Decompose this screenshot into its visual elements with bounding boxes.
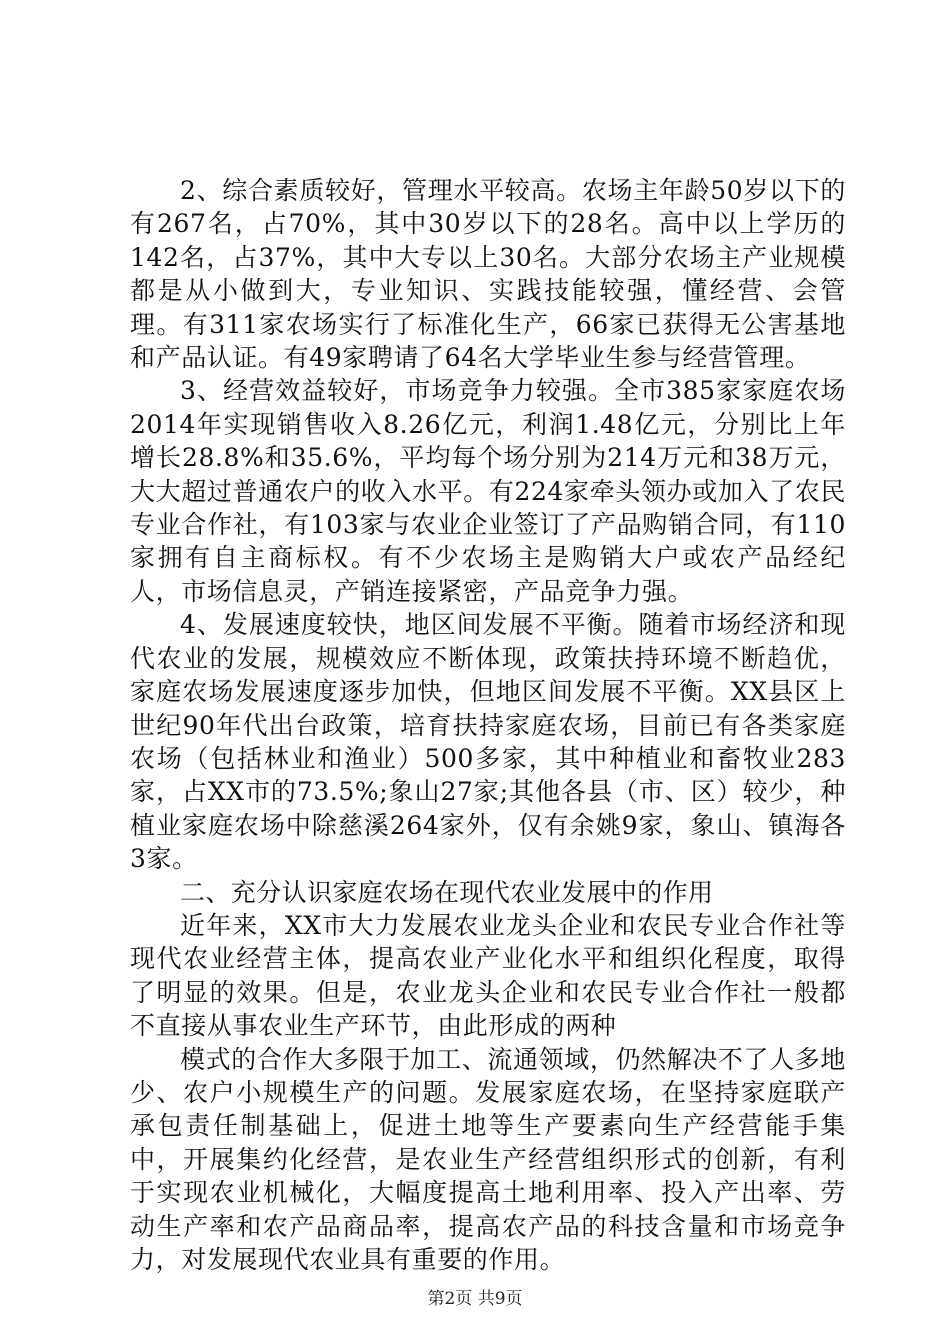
paragraph-economic-benefit: 3、经营效益较好，市场竞争力较强。全市385家家庭农场2014年实现销售收入8.26亿元，利润1.48亿元，分别比上年增长28.8%和35.6%，平均每个场分别为214万元和38万元，大大超过普通农户的收入水平。有224家牵头领办或加入了农民专业合作社，有103家与农业企业签订了产品购销合同，有110家拥有自主商标权。有不少农场主是购销大户或农产品经纪人，市场信息灵，产销连接紧密，产品竞争力强。 [130,376,846,606]
section-heading: 二、充分认识家庭农场在现代农业发展中的作用 [180,877,714,907]
document-body [130,174,846,1276]
paragraph-development-speed: 4、发展速度较快，地区间发展不平衡。随着市场经济和现代农业的发展，规模效应不断体现，政策扶持环境不断趋优，家庭农场发展速度逐步加快，但地区间发展不平衡。XX县区上世纪90年代出台政策，培育扶持家庭农场，目前已有各类家庭农场（包括林业和渔业）500多家，其中种植业和畜牧业283家，占XX市的73.5%;象山27家;其他各县（市、区）较少，种植业家庭农场中除慈溪264家外，仅有余姚9家，象山、镇海各3家。 [130,610,846,874]
paragraph-recent-years: 近年来，XX市大力发展农业龙头企业和农民专业合作社等现代农业经营主体，提高农业产业化水平和组织化程度，取得了明显的效果。但是，农业龙头企业和农民专业合作社一般都不直接从事农业生产环节，由此形成的两种 [130,910,846,1041]
paragraph-overall-quality: 2、综合素质较好，管理水平较高。农场主年龄50岁以下的有267名，占70%，其中30岁以下的28名。高中以上学历的142名，占37%，其中大专以上30名。大部分农场主产业规模都是从小做到大，专业知识、实践技能较强，懂经营、会管理。有311家农场实行了标准化生产，66家已获得无公害基地和产品认证。有49家聘请了64名大学毕业生参与经营管理。 [130,176,846,373]
paragraph-cooperation-mode: 模式的合作大多限于加工、流通领域，仍然解决不了人多地少、农户小规模生产的问题。发展家庭农场，在坚持家庭联产承包责任制基础上，促进土地等生产要素向生产经营能手集中，开展集约化经营，是农业生产经营组织形式的创新，有利于实现农业机械化，大幅度提高土地利用率、投入产出率、劳动生产率和农产品商品率，提高农产品的科技含量和市场竞争力，对发展现代农业具有重要的作用。 [130,1044,846,1274]
page-number-footer: 第2页 共9页 [427,1289,523,1309]
